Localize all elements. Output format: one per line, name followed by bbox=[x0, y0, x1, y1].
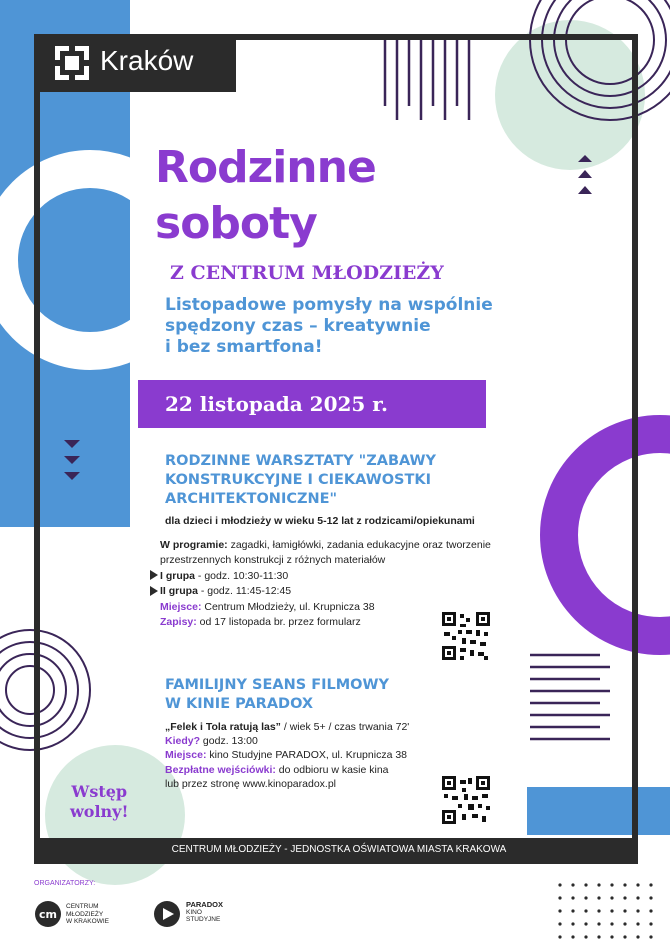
workshop-program bbox=[160, 538, 540, 568]
krakow-emblem-icon bbox=[55, 46, 89, 80]
workshop-title-line: ARCHITEKTONICZNE" bbox=[165, 491, 338, 507]
program-text: zagadki, łamigłówki, zadania edukacyjne oraz tworzenie przestrzennych konstrukcji z różnych materiałów bbox=[160, 539, 491, 566]
place-label: Miejsce: bbox=[165, 749, 207, 761]
tickets-value: do odbioru w kasie kina bbox=[275, 764, 389, 776]
film-title-line: FAMILIJNY SEANS FILMOWY bbox=[165, 677, 389, 693]
film-when bbox=[165, 734, 258, 749]
group-time: - godz. 10:30-11:30 bbox=[195, 570, 289, 582]
org1-line: MŁODZIEŻY bbox=[66, 910, 104, 918]
org2-name bbox=[186, 901, 223, 924]
movie-meta: / wiek 5+ / czas trwania 72' bbox=[280, 721, 410, 733]
footer-text: CENTRUM MŁODZIEŻY - JEDNOSTKA OŚWIATOWA MIASTA KRAKOWA bbox=[171, 844, 507, 855]
tagline-line: spędzony czas – kreatywnie bbox=[165, 316, 431, 336]
film-title bbox=[165, 676, 585, 714]
org2-line: STUDYJNE bbox=[186, 916, 221, 923]
film-tickets bbox=[165, 763, 389, 778]
subtitle: Z CENTRUM MŁODZIEŻY bbox=[170, 262, 444, 284]
workshop-title bbox=[165, 452, 585, 509]
when-label: Kiedy? bbox=[165, 735, 201, 747]
paradox-play-icon bbox=[153, 900, 181, 928]
group-label: II grupa bbox=[160, 585, 198, 597]
place-value: kino Studyjne PARADOX, ul. Krupnicza 38 bbox=[206, 749, 408, 761]
tagline bbox=[165, 295, 605, 358]
workshop-title-line: KONSTRUKCYJNE I CIEKAWOSTKI bbox=[165, 472, 432, 488]
signup-value: od 17 listopada br. przez formularz bbox=[196, 616, 361, 628]
place-value: Centrum Młodzieży, ul. Krupnicza 38 bbox=[201, 601, 375, 613]
organizers-label: ORGANIZATORZY: bbox=[34, 880, 96, 887]
free-entry-line: wolny! bbox=[70, 802, 129, 821]
film-place bbox=[165, 748, 407, 763]
movie-title: „Felek i Tola ratują las” bbox=[165, 721, 281, 733]
film-title-line: W KINIE PARADOX bbox=[165, 696, 314, 712]
title-line: Rodzinne bbox=[155, 142, 376, 193]
film-tickets-web[interactable]: lub przez stronę www.kinoparadox.pl bbox=[165, 778, 337, 790]
workshop-title-line: RODZINNE WARSZTATY "ZABAWY bbox=[165, 453, 437, 469]
event-date: 22 listopada 2025 r. bbox=[165, 392, 388, 416]
org1-initials: cm bbox=[39, 908, 57, 921]
group-marker-icons bbox=[150, 570, 160, 600]
program-label: W programie: bbox=[160, 539, 228, 551]
title-line: soboty bbox=[155, 198, 317, 249]
free-entry-line: Wstęp bbox=[71, 782, 128, 801]
org1-name bbox=[66, 903, 109, 926]
free-entry-badge bbox=[70, 782, 128, 822]
org1-line: CENTRUM bbox=[66, 903, 99, 910]
org2-line: PARADOX bbox=[186, 900, 223, 909]
org1-line: W KRAKOWIE bbox=[66, 918, 109, 925]
page-title bbox=[155, 140, 495, 252]
group-1 bbox=[160, 569, 288, 584]
qr-code-film[interactable] bbox=[442, 776, 490, 824]
when-value: godz. 13:00 bbox=[200, 735, 258, 747]
tagline-line: Listopadowe pomysły na wspólnie bbox=[165, 295, 493, 315]
group-2 bbox=[160, 584, 291, 599]
group-time: - godz. 11:45-12:45 bbox=[197, 585, 292, 597]
tagline-line: i bez smartfona! bbox=[165, 337, 323, 357]
film-name bbox=[165, 720, 409, 735]
signup-label: Zapisy: bbox=[160, 616, 197, 628]
place-label: Miejsce: bbox=[160, 601, 202, 613]
tickets-label: Bezpłatne wejściówki: bbox=[165, 764, 276, 776]
centrum-mlodziezy-logo-icon bbox=[34, 900, 62, 928]
org2-line: KINO bbox=[186, 908, 202, 916]
brand-name: Kraków bbox=[100, 45, 194, 76]
qr-code-workshop[interactable] bbox=[442, 612, 490, 660]
group-label: I grupa bbox=[160, 570, 196, 582]
workshop-audience: dla dzieci i młodzieży w wieku 5-12 lat z rodzicami/opiekunami bbox=[165, 515, 475, 527]
workshop-place bbox=[160, 600, 375, 615]
workshop-signup bbox=[160, 615, 361, 630]
